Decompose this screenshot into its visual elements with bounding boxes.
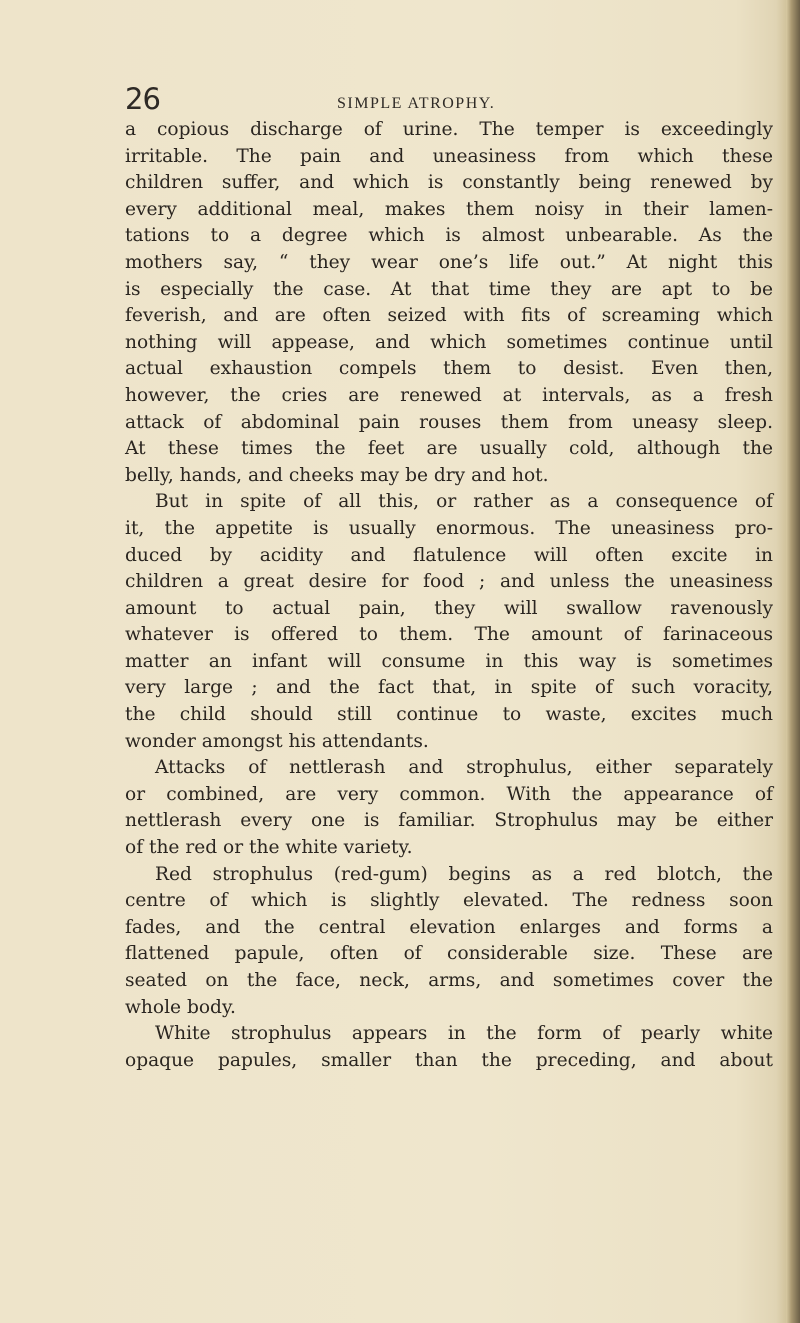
- text-line: But in spite of all this, or rather as a consequence of: [155, 491, 773, 513]
- text-line: or combined, are very common. With the appearance of: [125, 783, 773, 805]
- text-line: nettlerash every one is familiar. Strophulus may be either: [125, 810, 773, 832]
- text-line: belly, hands, and cheeks may be dry and hot.: [125, 464, 549, 486]
- text-line: mothers say, “ they wear one’s life out.” At night this: [125, 251, 773, 273]
- text-line: whatever is offered to them. The amount of farinaceous: [125, 624, 773, 646]
- text-line: is especially the case. At that time they are apt to be: [125, 278, 773, 300]
- text-line: nothing will appease, and which sometimes continue until: [125, 331, 773, 353]
- text-line: flattened papule, often of considerable size. These are: [125, 943, 773, 965]
- text-line: whole body.: [125, 996, 236, 1018]
- text-line: every additional meal, makes them noisy in their lamen-: [125, 198, 773, 220]
- text-line: fades, and the central elevation enlarges and forms a: [125, 916, 773, 938]
- text-line: of the red or the white variety.: [125, 837, 413, 859]
- text-line: feverish, and are often seized with fits of screaming which: [125, 305, 773, 327]
- text-line: however, the cries are renewed at intervals, as a fresh: [125, 384, 773, 406]
- running-title: SIMPLE ATROPHY.: [337, 95, 496, 112]
- text-line: very large ; and the fact that, in spite of such voracity,: [125, 677, 773, 699]
- text-line: attack of abdominal pain rouses them from uneasy sleep.: [125, 411, 773, 433]
- text-line: actual exhaustion compels them to desist. Even then,: [125, 358, 773, 380]
- page-edge-shadow: [786, 0, 800, 1323]
- text-line: children suffer, and which is constantly being renewed by: [125, 172, 773, 194]
- text-line: the child should still continue to waste, excites much: [125, 704, 773, 726]
- text-line: children a great desire for food ; and unless the uneasiness: [125, 571, 773, 593]
- text-line: a copious discharge of urine. The temper is exceedingly: [125, 119, 773, 140]
- text-line: Attacks of nettlerash and strophulus, either separately: [155, 757, 773, 779]
- text-line: At these times the feet are usually cold, although the: [125, 438, 773, 460]
- text-line: seated on the face, neck, arms, and sometimes cover the: [125, 970, 773, 991]
- text-line: Red strophulus (red-gum) begins as a red blotch, the: [155, 863, 773, 885]
- text-line: White strophulus appears in the form of pearly white: [155, 1023, 773, 1045]
- text-line: tations to a degree which is almost unbearable. As the: [125, 225, 773, 247]
- text-line: wonder amongst his attendants.: [125, 730, 429, 752]
- text-line: duced by acidity and flatulence will often excite in: [125, 544, 773, 566]
- text-line: opaque papules, smaller than the preceding, and about: [125, 1049, 773, 1071]
- page-number: 26: [125, 82, 160, 116]
- body-text: [125, 117, 773, 1074]
- text-line: irritable. The pain and uneasiness from which these: [125, 145, 773, 167]
- text-line: matter an infant will consume in this way is sometimes: [125, 650, 773, 672]
- text-line: centre of which is slightly elevated. The redness soon: [125, 890, 773, 912]
- text-line: amount to actual pain, they will swallow ravenously: [125, 597, 773, 619]
- text-line: it, the appetite is usually enormous. The uneasiness pro-: [125, 517, 773, 539]
